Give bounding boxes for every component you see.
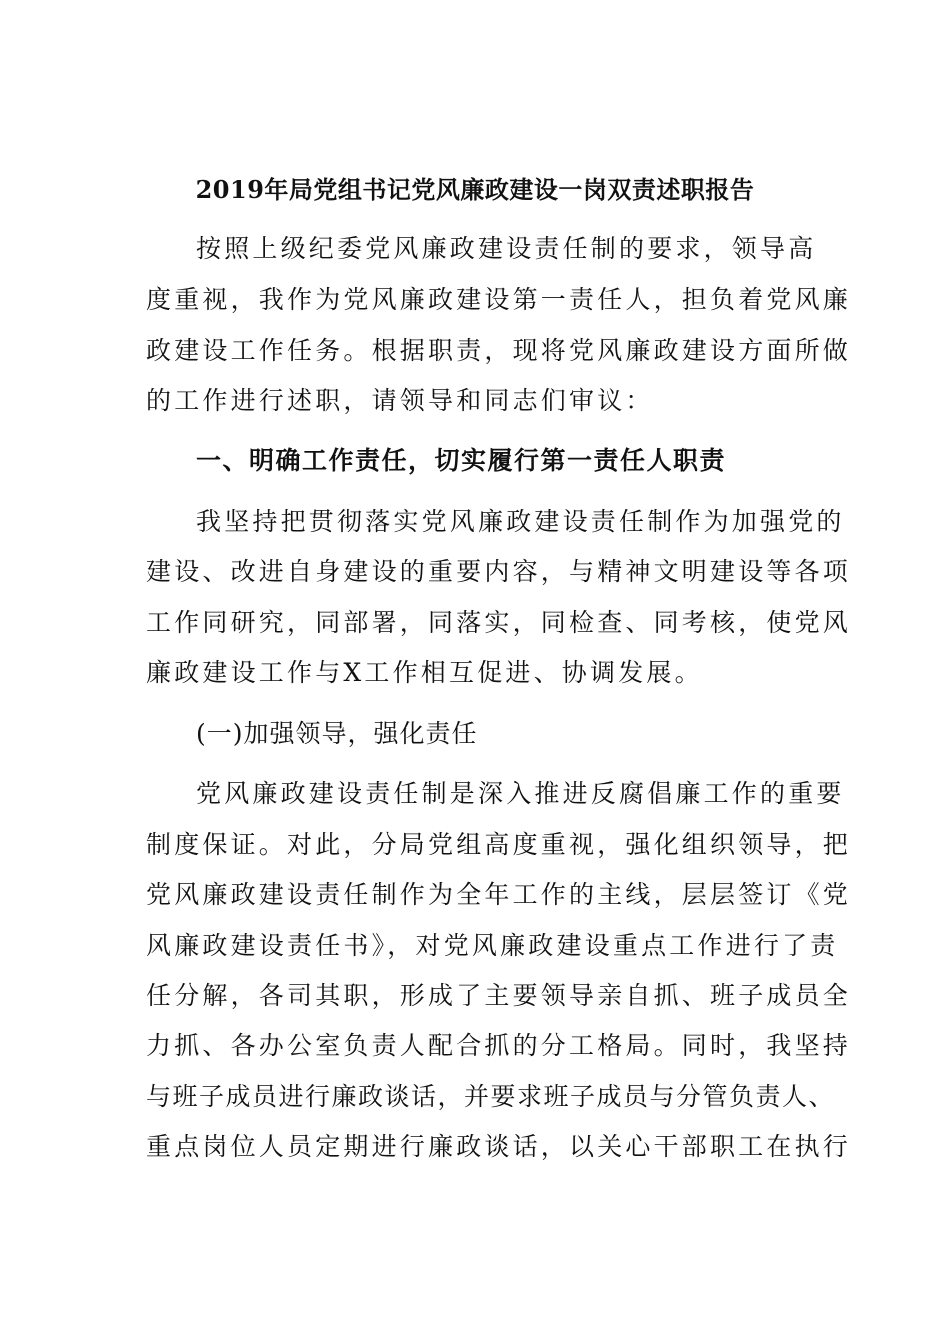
section-para-line-2: 建设、改进自身建设的重要内容，与精神文明建设等各项 xyxy=(146,557,852,586)
subsection-heading: (一)加强领导，强化责任 xyxy=(196,719,478,748)
section-heading: 一、明确工作责任，切实履行第一责任人职责 xyxy=(196,446,727,475)
intro-line-1: 按照上级纪委党风廉政建设责任制的要求，领导高 xyxy=(196,234,817,263)
section-para-line-1: 我坚持把贯彻落实党风廉政建设责任制作为加强党的 xyxy=(196,507,845,536)
subsection-para-line-4: 风廉政建设责任书》，对党风廉政建设重点工作进行了责 xyxy=(146,931,839,960)
intro-line-3: 政建设工作任务。根据职责，现将党风廉政建设方面所做 xyxy=(146,336,852,365)
subsection-para-line-1: 党风廉政建设责任制是深入推进反腐倡廉工作的重要 xyxy=(196,779,845,808)
document-title: 2019年局党组书记党风廉政建设一岗双责述职报告 xyxy=(195,175,755,204)
subsection-para-line-8: 重点岗位人员定期进行廉政谈话，以关心干部职工在执行 xyxy=(146,1132,852,1161)
subsection-para-line-3: 党风廉政建设责任制作为全年工作的主线，层层签订《党 xyxy=(146,880,852,909)
subsection-para-line-5: 任分解，各司其职，形成了主要领导亲自抓、班子成员全 xyxy=(146,981,852,1010)
subsection-para-line-2: 制度保证。对此，分局党组高度重视，强化组织领导，把 xyxy=(146,830,852,859)
section-para-line-4: 廉政建设工作与X工作相互促进、协调发展。 xyxy=(146,658,703,687)
intro-line-2: 度重视，我作为党风廉政建设第一责任人，担负着党风廉 xyxy=(146,285,852,314)
subsection-para-line-7: 与班子成员进行廉政谈话，并要求班子成员与分管负责人、 xyxy=(146,1082,836,1111)
section-para-line-3: 工作同研究，同部署，同落实，同检查、同考核，使党风 xyxy=(146,608,852,637)
intro-line-4: 的工作进行述职，请领导和同志们审议： xyxy=(146,386,654,415)
subsection-para-line-6: 力抓、各办公室负责人配合抓的分工格局。同时，我坚持 xyxy=(146,1031,852,1060)
